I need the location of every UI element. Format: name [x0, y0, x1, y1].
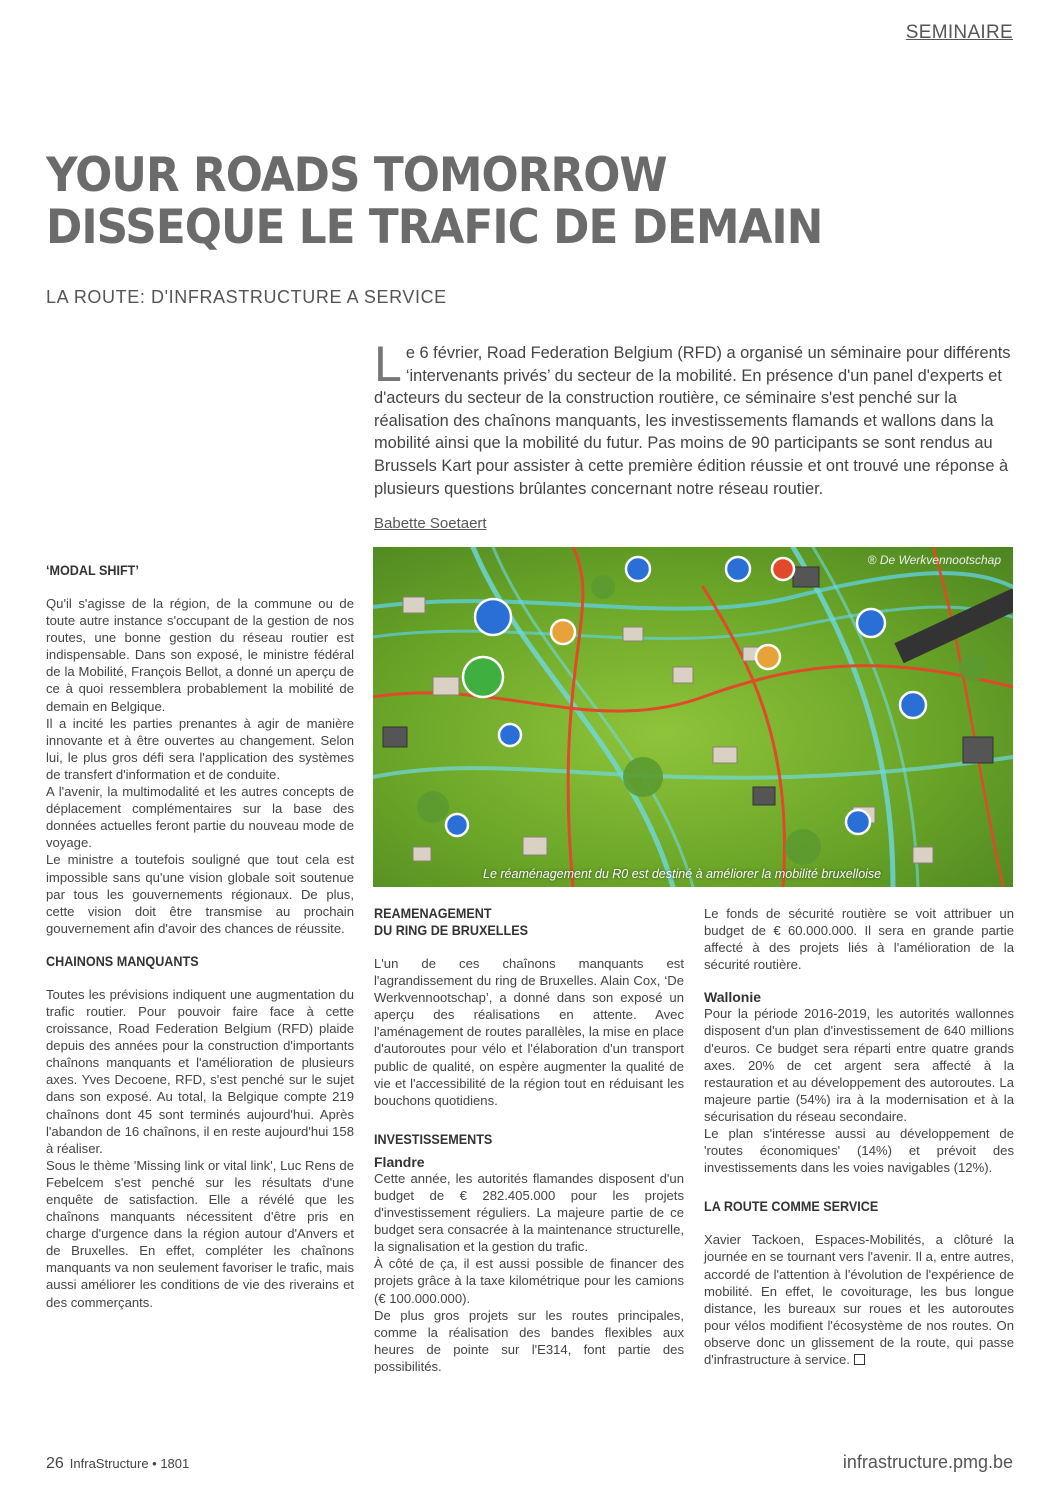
article-title: [46, 150, 939, 254]
article-subtitle: LA ROUTE: D'INFRASTRUCTURE A SERVICE: [46, 287, 447, 307]
heading-modal-shift: ‘MODAL SHIFT’: [46, 562, 139, 578]
heading-chainons-manquants: CHAINONS MANQUANTS: [46, 952, 199, 969]
title-line-2: DISSEQUE LE TRAFIC DE DEMAIN: [46, 200, 823, 255]
title-line-1: YOUR ROADS TOMORROW: [46, 148, 667, 203]
paragraph: Cette année, les autorités flamandes disposent d'un budget de € 282.405.000 pour les projets d'investissement réguliers. La majeure partie de ce budget sera consacrée à la maintenance structurelle, la signalisation et la gestion du trafic.: [374, 1170, 684, 1255]
paragraph: Sous le thème 'Missing link or vital link', Luc Rens de Febelcem s'est penché sur les résultats d'une enquête de satisfaction. Elle a révélé que les chaînons manquants nécessitent d'être pris en charge d'urgence dans la région autour d'Anvers et de Bruxelles. En effet, compléter les chaînons manquants va non seulement favoriser le trafic, mais aussi améliorer les conditions de vie des riverains et des commerçants.: [46, 1157, 354, 1310]
heading-reamenagement: REAMENAGEMENT: [374, 905, 492, 921]
page-number: 26: [46, 1455, 64, 1472]
subheading-flandre: Flandre: [374, 1153, 425, 1170]
author-byline: Babette Soetaert: [374, 515, 487, 532]
paragraph: À côté de ça, il est aussi possible de financer des projets grâce à la taxe kilométrique pour les camions (€ 100.000.000).: [374, 1256, 684, 1306]
paragraph: A l'avenir, la multimodalité et les autres concepts de déplacement complémentaires sur la base des données actuelles feront partie du nouveau mode de voyage.: [46, 784, 354, 851]
paragraph: De plus gros projets sur les routes principales, comme la réalisation des bandes flexibles aux heures de pointe sur l'E314, font partie des possibilités.: [374, 1307, 684, 1374]
paragraph: Le ministre a toutefois souligné que tout cela est impossible sans qu'une vision globale soit soutenue par tous les gouvernements régionaux. De plus, cette vision doit être transmise au prochain gouvernement afin d'avoir des chances de réussite.: [46, 852, 354, 936]
section-tag: SEMINAIRE: [905, 22, 1013, 43]
drop-cap: L: [374, 336, 402, 392]
website-link[interactable]: infrastructure.pmg.be: [842, 1452, 1013, 1472]
paragraph: Il a incité les parties prenantes à agir de manière innovante et à être ouvertes au changement. Selon lui, le plus gros défi sera l'application des systèmes de transfert d'information et de conduite.: [46, 715, 354, 782]
paragraph: Qu'il s'agisse de la région, de la commune ou de toute autre instance s'occupant de la gestion de nos routes, une bonne gestion du réseau routier est indispensable. Dans son exposé, le ministre fédéral de la Mobilité, François Bellot, a donné un aperçu de ce à quoi ressemblera probablement la mobilité de demain en Belgique.: [46, 596, 354, 714]
paragraph-text: Xavier Tackoen, Espaces-Mobilités, a clôturé la journée en se tournant vers l'avenir. Il a, entre autres, accordé de l'attention à l'évolution de l'expérience de mobilité. En effet, le covoiturage, les bus longue distance, les bureaux sur roues et les autoroutes pour vélos modifient l'écosystème de nos routes. On observe donc un glissement de la route, qui passe d'infrastructure à service.: [704, 1232, 1014, 1367]
column-2: [374, 905, 684, 1375]
lead-paragraph: [374, 336, 1014, 500]
paragraph-last: [704, 1231, 1014, 1368]
column-3: [704, 905, 1014, 1368]
paragraph: Toutes les prévisions indiquent une augmentation du trafic routier. Pour pouvoir faire face à cette croissance, Road Federation Belgium (RFD) plaide depuis des années pour la construction d'importants chaînons manquants et l'amélioration de plusieurs axes. Yves Decoene, RFD, s'est penché sur le sujet dans son exposé. Au total, la Belgique compte 219 chaînons dont 45 sont terminés aujourd'hui. Après l'abandon de 16 chaînons, il en reste aujourd'hui 158 à réaliser.: [46, 986, 354, 1156]
article-photo: [373, 547, 1013, 887]
footer-left: [46, 1455, 189, 1473]
heading-ring-bruxelles: DU RING DE BRUXELLES: [374, 922, 529, 938]
end-mark-icon: [854, 1354, 865, 1365]
paragraph: Le fonds de sécurité routière se voit attribuer un budget de € 60.000.000. Il sera en grande partie affecté à des projets liés à l'amélioration de la sécurité routière.: [704, 906, 1014, 973]
paragraph: Le plan s'intéresse aussi au développement de 'routes économiques' (14%) et prévoit des investissements dans les voies navigables (12%).: [704, 1126, 1014, 1176]
photo-caption: Le réaménagement du R0 est destiné à améliorer la mobilité bruxelloise: [483, 867, 882, 881]
subheading-wallonie: Wallonie: [704, 989, 762, 1006]
paragraph: L'un de ces chaînons manquants est l'agrandissement du ring de Bruxelles. Alain Cox, ‘De Werkvennootschap’, a donné dans son exposé un aperçu des réalisations en attente. Avec l'aménagement de routes parallèles, la mise en place d'autoroutes pour vélo et l'élaboration d'un transport public de qualité, on espère augmenter la qualité de vie et l'accessibilité de la région tout en réduisant les bouchons quotidiens.: [374, 956, 684, 1108]
road-network-illustration: [373, 547, 1013, 887]
lead-text: e 6 février, Road Federation Belgium (RFD) a organisé un séminaire pour différents ‘intervenants privés’ du secteur de la mobilité. En présence d'un panel d'experts et d'acteurs du secteur de la construction routière, ce séminaire s'est penché sur la réalisation des chaînons manquants, les investissements flamands et wallons dans la mobilité ainsi que la mobilité du futur. Pas moins de 90 participants se sont rendus au Brussels Kart pour assister à cette première édition réussie et ont trouvé une réponse à plusieurs questions brûlantes concernant notre réseau routier.: [374, 344, 1011, 498]
heading-route-service: LA ROUTE COMME SERVICE: [704, 1198, 879, 1215]
heading-investissements: INVESTISSEMENTS: [374, 1130, 493, 1147]
column-1: [46, 562, 354, 1311]
magazine-issue: InfraStructure • 1801: [69, 1456, 190, 1471]
paragraph: Pour la période 2016-2019, les autorités wallonnes disposent d'un plan d'investissement de 640 millions d'euros. Ce budget sera réparti entre quatre grands axes. 20% de cet argent sera affecté à la restauration et au développement des autoroutes. La majeure partie (54%) ira à la modernisation et à la sécurisation du réseau secondaire.: [704, 1006, 1014, 1124]
photo-credit: ® De Werkvennootschap: [867, 553, 1001, 567]
